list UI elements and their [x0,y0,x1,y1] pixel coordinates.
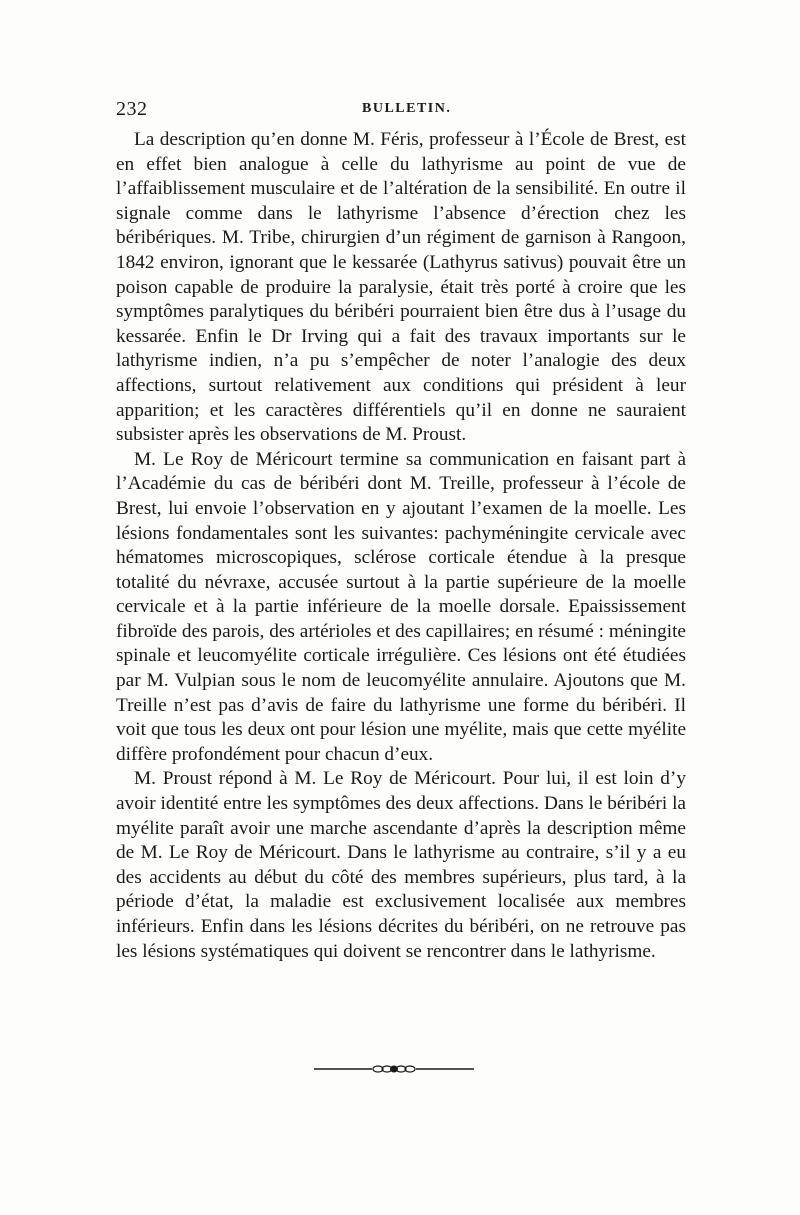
paragraph-le-roy-communication: M. Le Roy de Méricourt termine sa communication en faisant part à l’Académie du cas de béribéri dont M. Treille, professeur à l’école de Brest, lui envoie l’observation en y ajoutant l’examen de la moelle. Les lésions fondamentales sont les suivantes: pachyméningite cervicale avec hématomes microscopiques, sclérose corticale étendue à la presque totalité du névraxe, accusée surtout à la partie supérieure de la moelle cervicale et à la partie inférieure de la moelle dorsale. Epaississement fibroïde des parois, des artérioles et des capillaires; en résumé : méningite spinale et leucomyélite corticale irrégulière. Ces lésions ont été étudiées par M. Vulpian sous le nom de leucomyélite annulaire. Ajoutons que M. Treille n’est pas d’avis de faire du lathyrisme une forme du béribéri. Il voit que tous les deux ont pour lésion une myélite, mais que cette myélite diffère profondément pour chacun d’eux. [116,448,686,765]
paragraph-proust-reply: M. Proust répond à M. Le Roy de Méricourt. Pour lui, il est loin d’y avoir identité entre les symptômes des deux affections. Dans le béribéri la myélite paraît avoir une marche ascendante d’après la description même de M. Le Roy de Méricourt. Dans le lathyrisme au contraire, s’il y a eu des accidents au début du côté des membres supérieurs, plus tard, à la période d’état, la maladie est exclusivement localisée aux membres inférieurs. Enfin dans les lésions décrites du béribéri, on ne retrouve pas les lésions systématiques qui doivent se rencontrer dans le lathyrisme. [116,768,686,962]
page-number: 232 [116,98,148,120]
paragraph-feris-description: La description qu’en donne M. Féris, professeur à l’École de Brest, est en effet bien analogue à celle du lathyrisme au point de vue de l’affaiblissement musculaire et de l’altération de la sensibilité. En outre il signale comme dans le lathyrisme l’absence d’érection chez les béribériques. M. Tribe, chirurgien d’un régiment de garnison à Rangoon, 1842 environ, ignorant que le kessarée (Lathyrus sativus) pouvait être un poison capable de produire la paralysie, était très porté à croire que les symptômes paralytiques du béribéri pourraient bien être dus à l’usage du kessarée. Enfin le Dr Irving qui a fait des travaux importants sur le lathyrisme indien, n’a pu s’empêcher de noter l’analogie des deux affections, surtout relativement aux conditions qui président à leur apparition; et les caractères différentiels qu’il en donne ne sauraient subsister après les observations de M. Proust. [116,129,686,446]
journal-title: BULLETIN. [362,101,452,116]
body-text [116,128,686,964]
fleuron-rule-icon [314,1064,474,1074]
running-head [116,98,686,122]
